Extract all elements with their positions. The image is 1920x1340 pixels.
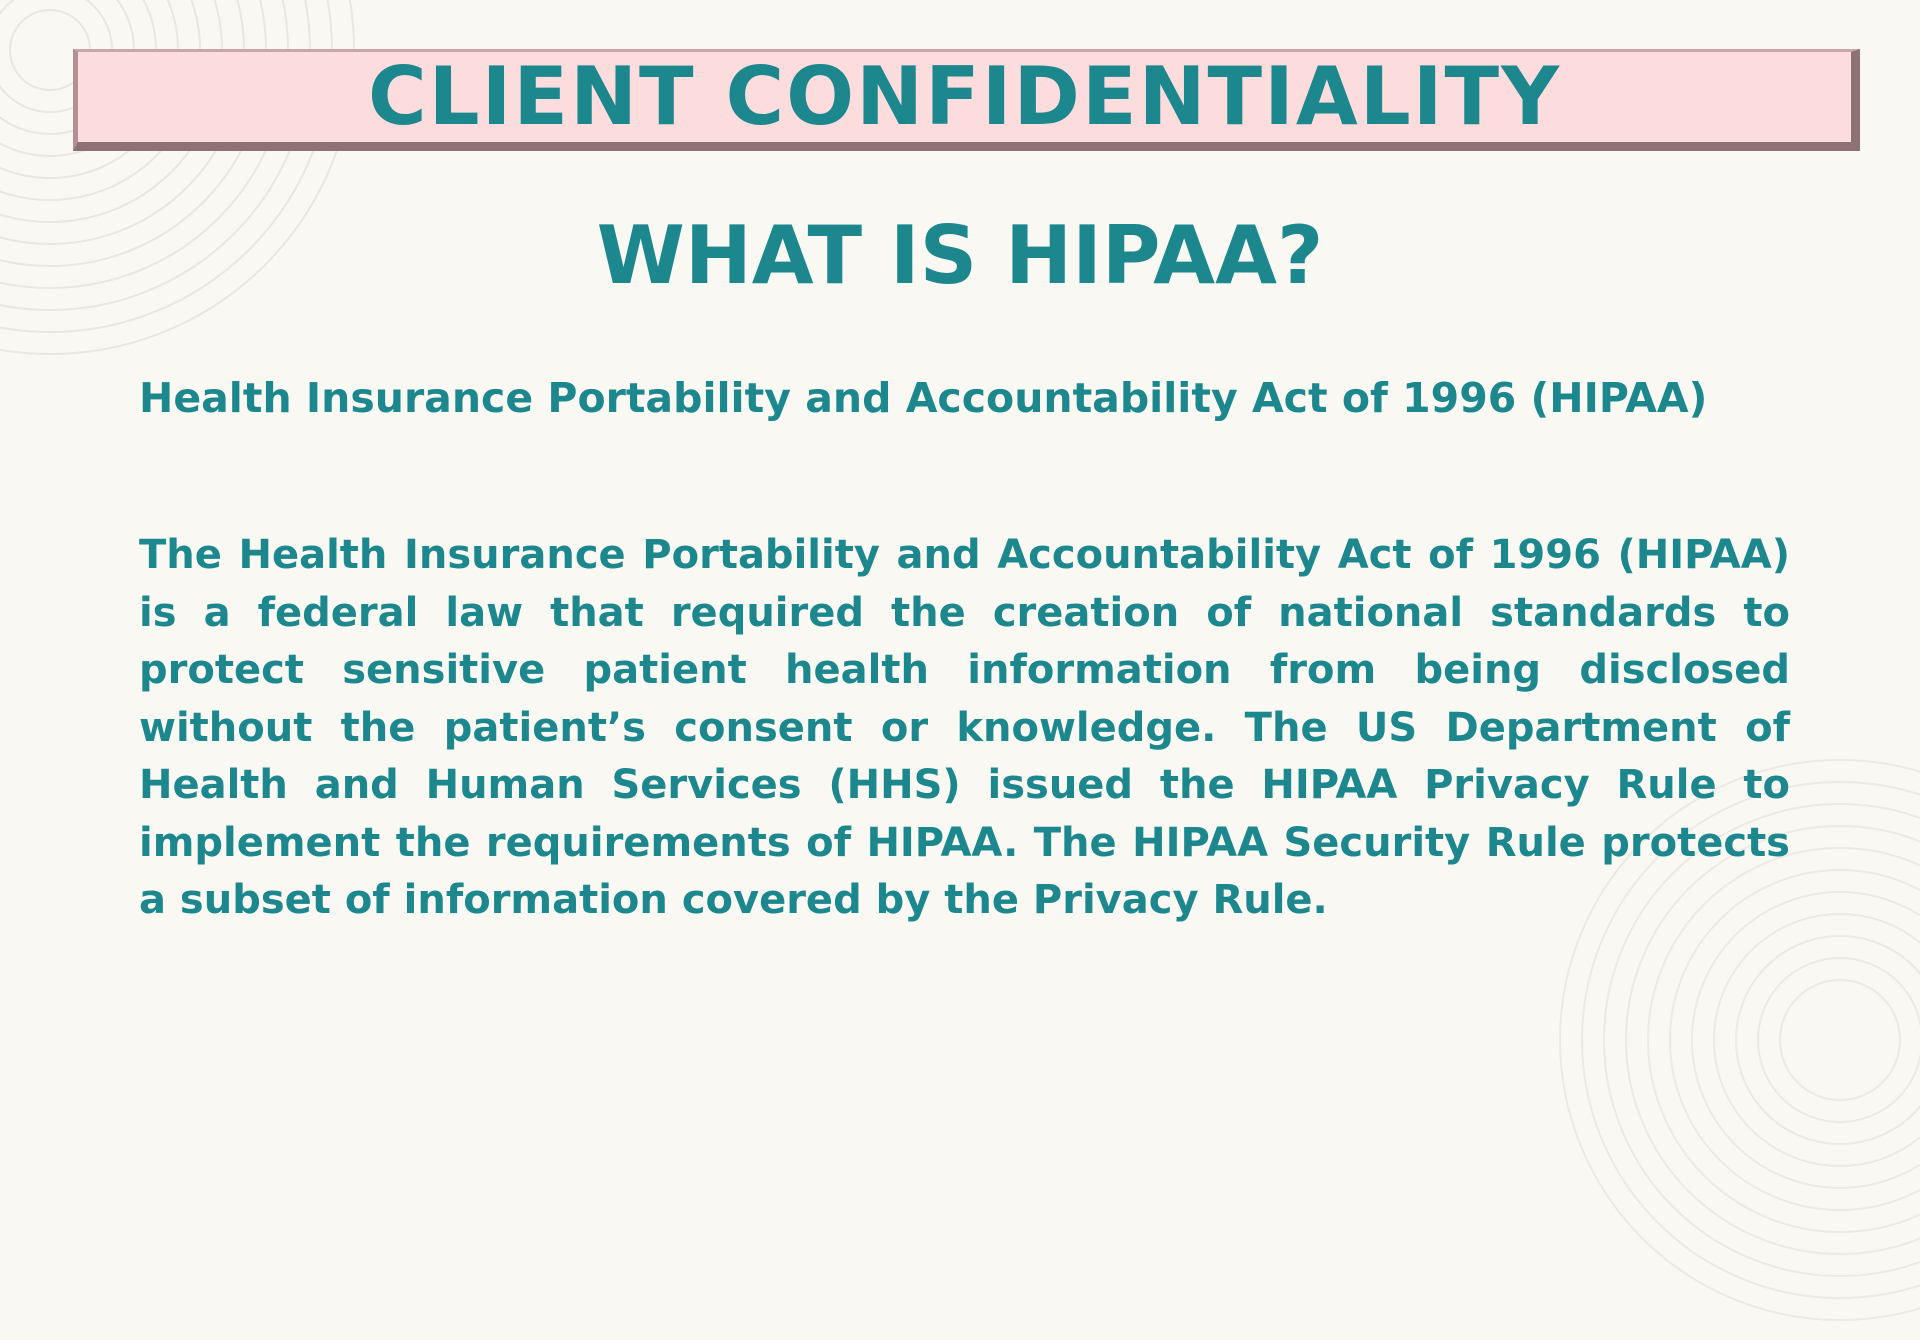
body-paragraph: The Health Insurance Portability and Accountability Act of 1996 (HIPAA) is a federal law that required the creation of national standards to protect sensitive patient health information from being disclosed without the patient’s consent or knowledge. The US Department of Health and Human Services (HHS) issued the HIPAA Privacy Rule to implement the requirements of HIPAA. The HIPAA Security Rule protects a subset of information covered by the Privacy Rule. [139,532,1790,923]
slide-heading: WHAT IS HIPAA? [596,209,1324,302]
title-banner [73,49,1860,151]
slide-subtitle: Health Insurance Portability and Accountability Act of 1996 (HIPAA) [139,374,1708,422]
banner-title: CLIENT CONFIDENTIALITY [367,50,1562,143]
